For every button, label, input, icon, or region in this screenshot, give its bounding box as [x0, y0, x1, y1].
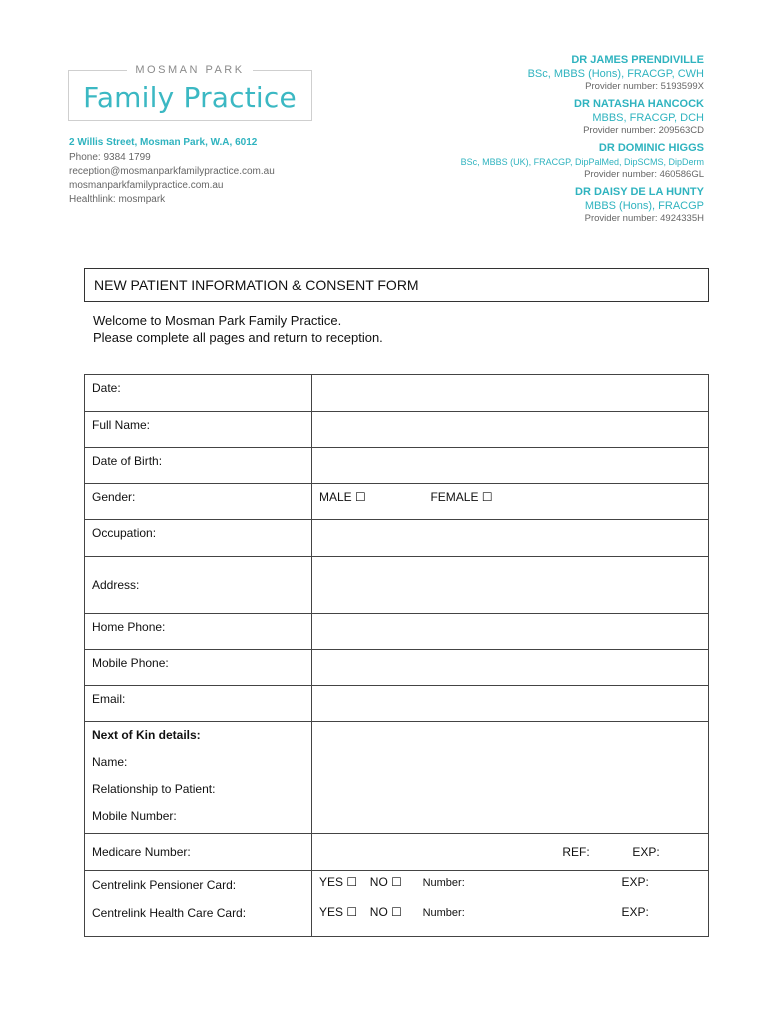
- home-phone-field[interactable]: [312, 614, 709, 650]
- health-care-card-row: [319, 905, 701, 919]
- medicare-field[interactable]: [312, 834, 709, 871]
- home-phone-label: Home Phone:: [85, 614, 312, 650]
- doctor-name: DR DOMINIC HIGGS: [598, 142, 704, 154]
- pensioner-card-row: [319, 875, 701, 889]
- full-name-label: Full Name:: [85, 412, 312, 448]
- instruction-line: Please complete all pages and return to reception.: [93, 330, 383, 345]
- kin-relationship-label: Relationship to Patient:: [92, 782, 216, 796]
- healthcare-exp-label: EXP:: [621, 905, 649, 919]
- pensioner-number-label: Number:: [422, 877, 465, 889]
- doctor-entry: [404, 141, 704, 181]
- pensioner-no-checkbox[interactable]: NO ☐: [369, 875, 402, 889]
- date-field[interactable]: [312, 375, 709, 412]
- next-of-kin-labels: [85, 722, 312, 834]
- female-checkbox[interactable]: FEMALE ☐: [430, 490, 493, 504]
- practice-logo: [68, 64, 312, 121]
- practice-healthlink: Healthlink: mosmpark: [69, 194, 166, 205]
- occupation-field[interactable]: [312, 520, 709, 557]
- pensioner-card-label: Centrelink Pensioner Card:: [92, 878, 237, 892]
- logo-main-text: Family Practice: [83, 81, 297, 114]
- dob-field[interactable]: [312, 448, 709, 484]
- next-of-kin-field[interactable]: [312, 722, 709, 834]
- next-of-kin-heading: Next of Kin details:: [92, 728, 201, 742]
- mobile-phone-label: Mobile Phone:: [85, 650, 312, 686]
- practice-email: reception@mosmanparkfamilypractice.com.au: [69, 166, 275, 177]
- doctor-entry: [404, 185, 704, 225]
- doctor-qualifications: BSc, MBBS (Hons), FRACGP, CWH: [527, 68, 704, 80]
- healthcare-no-checkbox[interactable]: NO ☐: [369, 905, 402, 919]
- medicare-label: Medicare Number:: [85, 834, 312, 871]
- doctor-name: DR NATASHA HANCOCK: [574, 98, 704, 110]
- doctor-entry: [404, 53, 704, 93]
- email-field[interactable]: [312, 686, 709, 722]
- doctor-provider-number: Provider number: 460586GL: [584, 169, 704, 180]
- mobile-phone-field[interactable]: [312, 650, 709, 686]
- gender-field: [312, 484, 709, 520]
- welcome-line: Welcome to Mosman Park Family Practice.: [93, 313, 342, 328]
- welcome-text: [93, 312, 383, 346]
- health-care-card-label: Centrelink Health Care Card:: [92, 906, 247, 920]
- practice-website: mosmanparkfamilypractice.com.au: [69, 180, 224, 191]
- doctor-qualifications: MBBS, FRACGP, DCH: [592, 112, 704, 124]
- healthcare-yes-checkbox[interactable]: YES ☐: [319, 905, 358, 919]
- doctor-qualifications: MBBS (Hons), FRACGP: [584, 200, 704, 212]
- practice-phone: Phone: 9384 1799: [69, 152, 151, 163]
- date-label: Date:: [85, 375, 312, 412]
- healthcare-number-label: Number:: [422, 907, 465, 919]
- doctor-entry: [404, 97, 704, 137]
- doctor-provider-number: Provider number: 4924335H: [584, 213, 704, 224]
- doctor-provider-number: Provider number: 209563CD: [583, 125, 704, 136]
- address-field[interactable]: [312, 557, 709, 614]
- doctor-provider-number: Provider number: 5193599X: [585, 81, 704, 92]
- practice-contact: [69, 136, 275, 207]
- dob-label: Date of Birth:: [85, 448, 312, 484]
- practice-address: 2 Willis Street, Mosman Park, W.A, 6012: [69, 137, 258, 148]
- full-name-field[interactable]: [312, 412, 709, 448]
- kin-mobile-label: Mobile Number:: [92, 809, 177, 823]
- doctor-qualifications: BSc, MBBS (UK), FRACGP, DipPalMed, DipSCMS, DipDerm: [460, 157, 704, 167]
- doctor-name: DR DAISY DE LA HUNTY: [575, 186, 704, 198]
- medicare-exp-label: EXP:: [632, 845, 660, 859]
- male-checkbox[interactable]: MALE ☐: [319, 490, 366, 504]
- gender-label: Gender:: [85, 484, 312, 520]
- occupation-label: Occupation:: [85, 520, 312, 557]
- centrelink-fields: [312, 871, 709, 937]
- pensioner-exp-label: EXP:: [621, 875, 649, 889]
- address-label: Address:: [85, 557, 312, 614]
- kin-name-label: Name:: [92, 755, 128, 769]
- doctor-name: DR JAMES PRENDIVILLE: [571, 54, 704, 66]
- medicare-ref-label: REF:: [562, 845, 590, 859]
- form-title: NEW PATIENT INFORMATION & CONSENT FORM: [84, 268, 709, 302]
- patient-info-table: [84, 374, 709, 937]
- doctor-list: [404, 53, 704, 229]
- pensioner-yes-checkbox[interactable]: YES ☐: [319, 875, 358, 889]
- email-label: Email:: [85, 686, 312, 722]
- logo-top-text: MOSMAN PARK: [127, 64, 252, 76]
- centrelink-labels: [85, 871, 312, 937]
